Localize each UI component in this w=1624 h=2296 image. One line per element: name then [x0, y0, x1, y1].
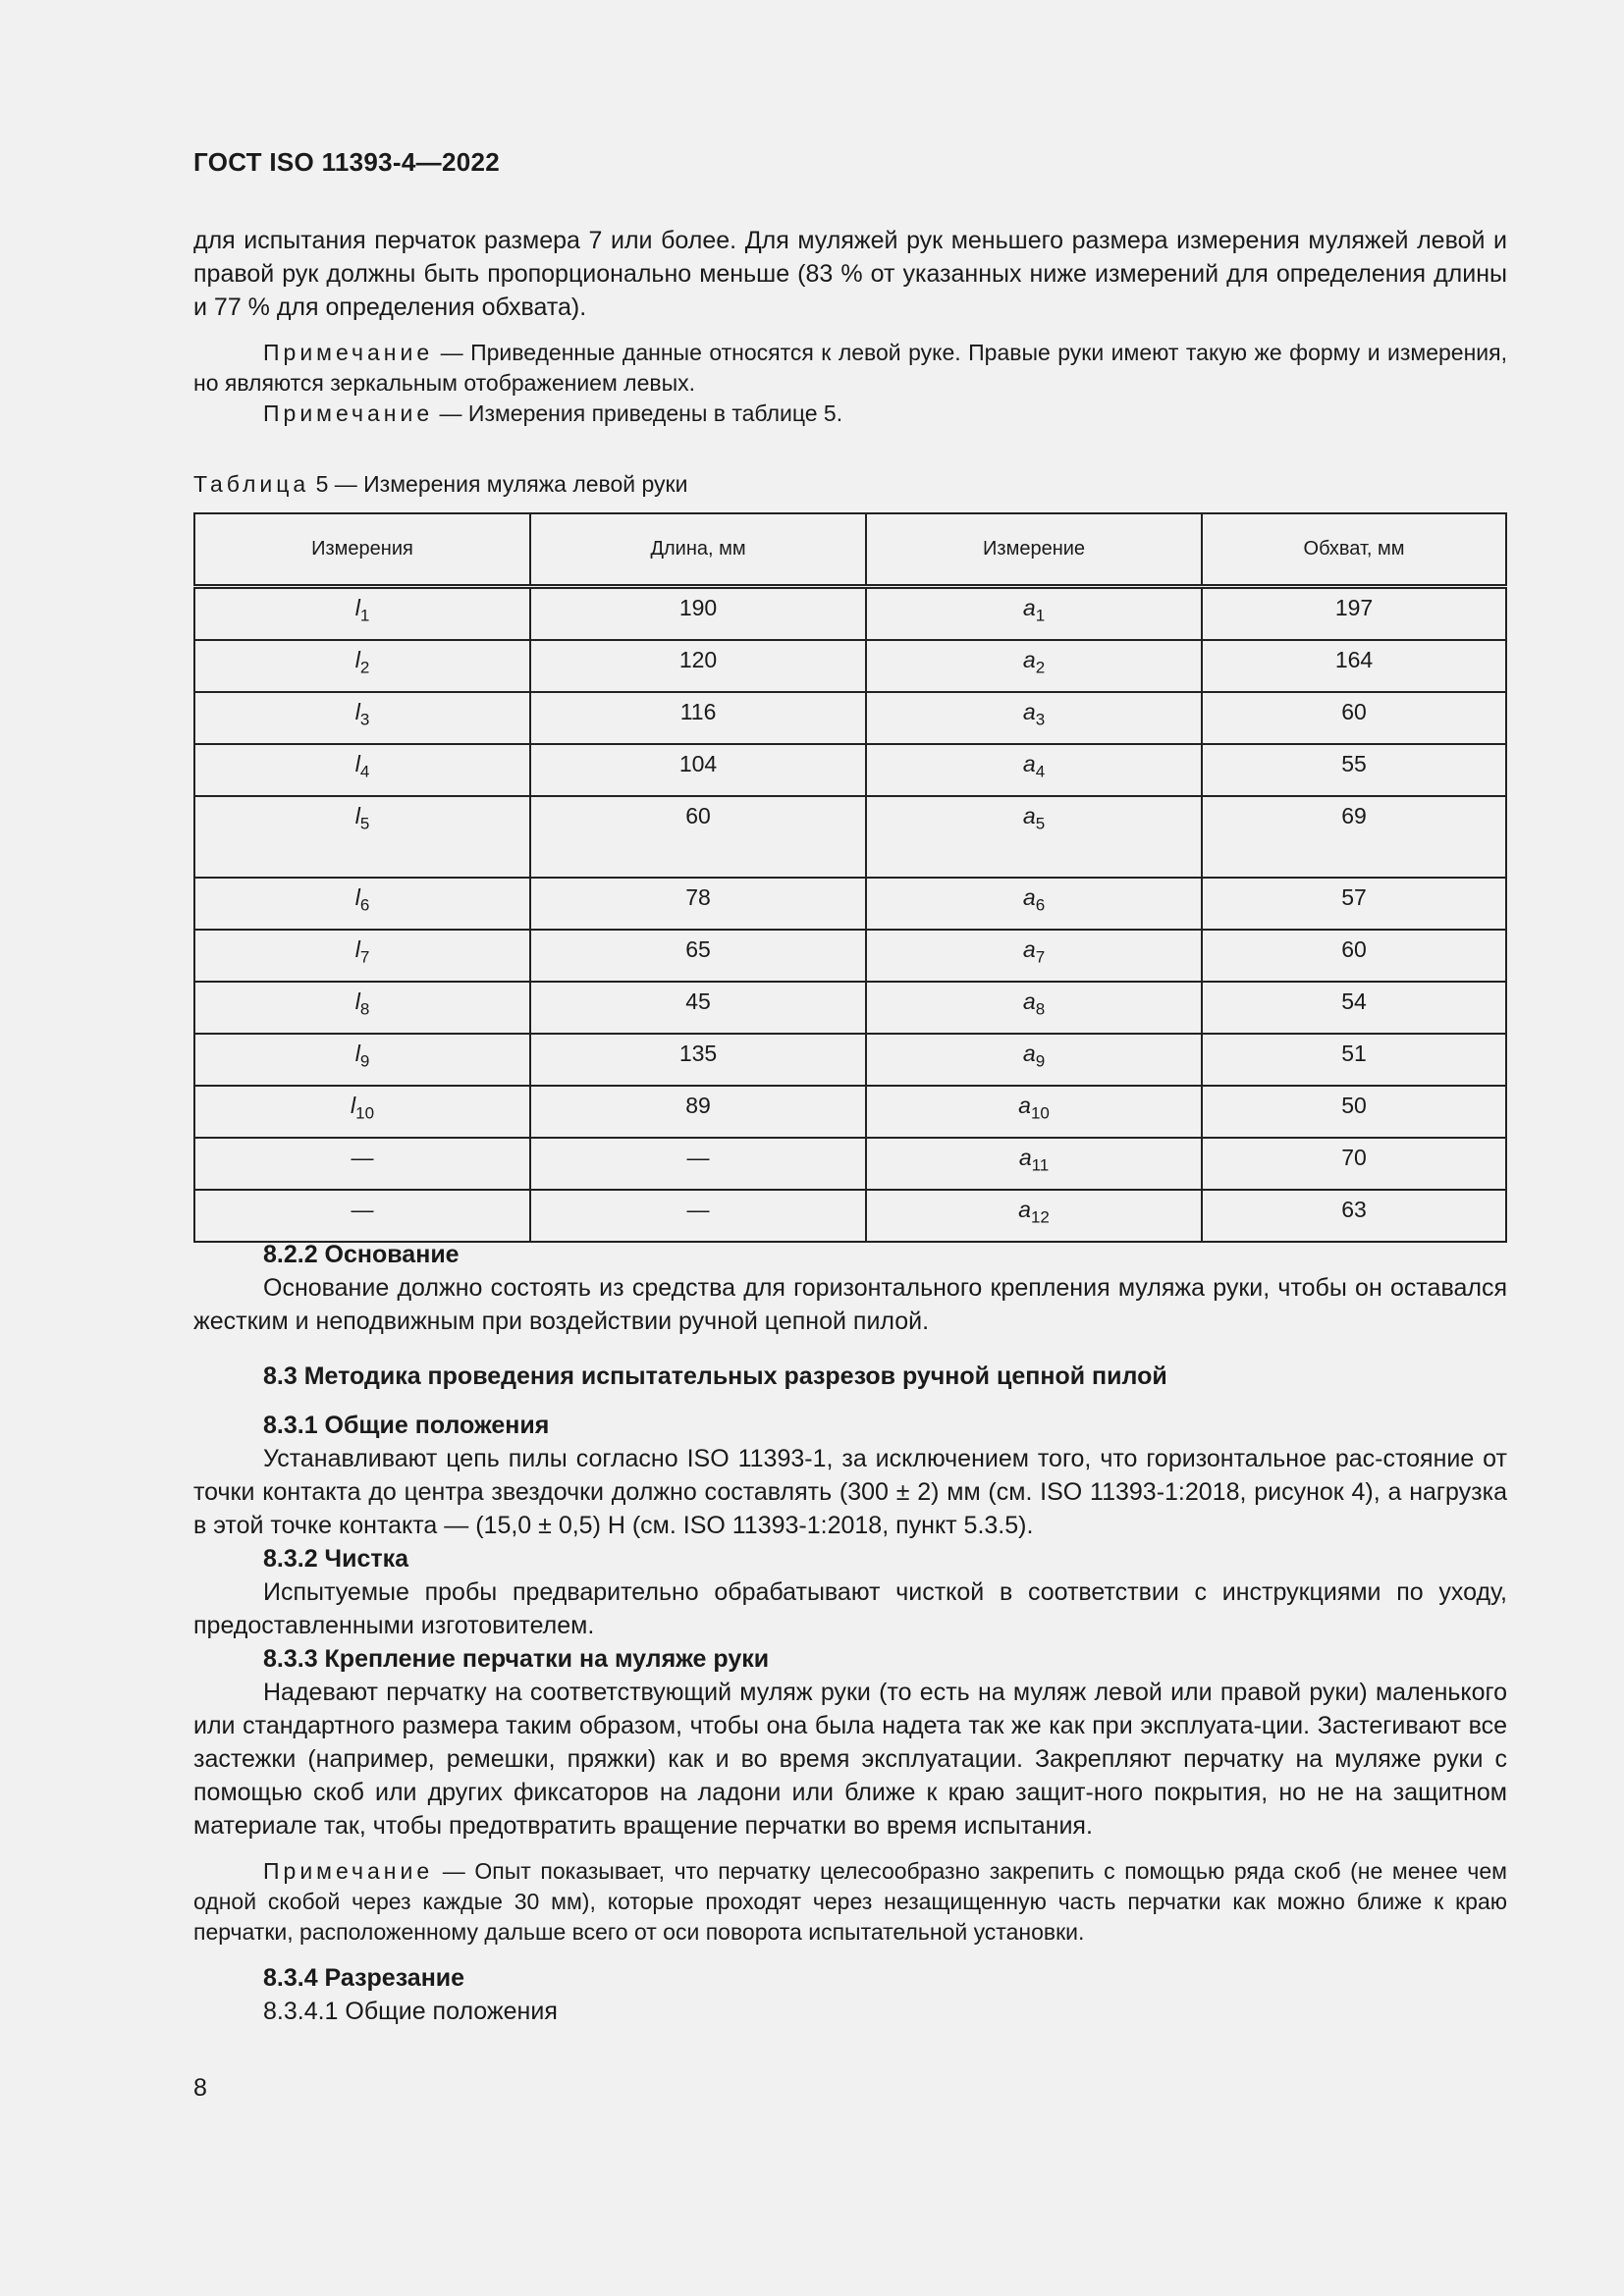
cell-length-symbol-subscript: 6 — [359, 895, 370, 915]
cell-length-value: 65 — [530, 930, 866, 982]
cell-girth-symbol-symbol: a — [1022, 936, 1036, 962]
table-row — [194, 692, 1506, 744]
heading-8-3-3: 8.3.3 Крепление перчатки на муляже руки — [263, 1645, 770, 1673]
cell-girth-symbol-subscript: 7 — [1035, 947, 1046, 967]
cell-girth-value: 55 — [1202, 744, 1506, 796]
cell-length-symbol-symbol: l — [354, 1041, 360, 1066]
table-row — [194, 930, 1506, 982]
table-caption — [193, 471, 687, 498]
table-row — [194, 744, 1506, 796]
cell-girth-symbol-symbol: a — [1022, 751, 1036, 776]
cell-length-symbol-subscript: 7 — [359, 947, 370, 967]
cell-girth-symbol — [866, 1086, 1202, 1138]
cell-length-symbol-symbol: l — [354, 803, 360, 828]
cell-girth-symbol-subscript: 12 — [1030, 1207, 1050, 1227]
cell-length-value: 104 — [530, 744, 866, 796]
cell-girth-value: 50 — [1202, 1086, 1506, 1138]
cell-length-value: 45 — [530, 982, 866, 1034]
note-2-label: Примечание — [263, 400, 434, 426]
cell-length-symbol — [194, 587, 530, 641]
note-1-text: — Приведенные данные относятся к левой руке. Правые руки имеют такую же форму и измерения, но являются зеркальным отображением левых. — [193, 340, 1507, 396]
cell-girth-symbol-symbol: a — [1022, 647, 1036, 672]
heading-8-3-1: 8.3.1 Общие положения — [263, 1412, 550, 1439]
cell-length-symbol-symbol: l — [354, 884, 360, 910]
heading-8-2-2: 8.2.2 Основание — [263, 1241, 460, 1268]
text-8-3-1: Устанавливают цепь пилы согласно ISO 11393-1, за исключением того, что горизонтальное рас-стояние от точки контакта до центра звездочки должно составлять (300 ± 2) мм (см. ISO 11393-1:2018, рисунок 4), а нагрузка в этой точке контакта — (15,0 ± 0,5) Н (см. ISO 11393-1:2018, пункт 5.3.5). — [193, 1445, 1507, 1539]
cell-length-symbol — [194, 1086, 530, 1138]
section-8-3-1 — [193, 1409, 1507, 2028]
note-2 — [193, 399, 1507, 429]
note-8-3-3 — [193, 1856, 1507, 1948]
cell-girth-symbol — [866, 930, 1202, 982]
table-header-row — [194, 513, 1506, 587]
cell-girth-value: 197 — [1202, 587, 1506, 641]
cell-girth-symbol-subscript: 9 — [1035, 1051, 1046, 1071]
note-8-3-3-label: Примечание — [263, 1858, 434, 1884]
cell-length-value: 89 — [530, 1086, 866, 1138]
heading-8-3-4: 8.3.4 Разрезание — [263, 1964, 465, 1992]
cell-girth-symbol — [866, 692, 1202, 744]
table-row — [194, 1034, 1506, 1086]
table-row — [194, 587, 1506, 641]
cell-girth-symbol-subscript: 5 — [1035, 814, 1046, 833]
table-row — [194, 796, 1506, 878]
header-measurements: Измерения — [194, 513, 530, 587]
cell-length-value: 116 — [530, 692, 866, 744]
cell-length-symbol-subscript: 3 — [359, 710, 370, 729]
cell-girth-value: 54 — [1202, 982, 1506, 1034]
cell-length-symbol-symbol: l — [354, 595, 360, 620]
cell-length-symbol — [194, 878, 530, 930]
intro-paragraph: для испытания перчаток размера 7 или более. Для муляжей рук меньшего размера измерения муляжей левой и правой рук должны быть пропорционально меньше (83 % от указанных ниже измерений для определения длины и 77 % для определения обхвата). — [193, 227, 1507, 321]
cell-girth-symbol-subscript: 4 — [1035, 762, 1046, 781]
cell-length-symbol-symbol: l — [354, 936, 360, 962]
cell-girth-symbol-subscript: 6 — [1035, 895, 1046, 915]
cell-length-value: 190 — [530, 587, 866, 641]
cell-length-symbol-subscript: 2 — [359, 658, 370, 677]
cell-girth-symbol-symbol: a — [1022, 803, 1036, 828]
cell-girth-value: 57 — [1202, 878, 1506, 930]
cell-girth-value: 69 — [1202, 796, 1506, 878]
subheading-8-3-4-1: 8.3.4.1 Общие положения — [263, 1998, 558, 2025]
cell-length-symbol-subscript: 8 — [359, 999, 370, 1019]
cell-length-value: 78 — [530, 878, 866, 930]
header-length: Длина, мм — [530, 513, 866, 587]
cell-girth-symbol — [866, 640, 1202, 692]
cell-girth-symbol — [866, 1190, 1202, 1242]
cell-girth-value: 63 — [1202, 1190, 1506, 1242]
cell-girth-symbol-symbol: a — [1018, 1197, 1031, 1222]
note-2-text: — Измерения приведены в таблице 5. — [433, 400, 843, 426]
cell-length-symbol-subscript: 4 — [359, 762, 370, 781]
cell-girth-symbol — [866, 878, 1202, 930]
cell-girth-symbol-subscript: 8 — [1035, 999, 1046, 1019]
cell-length-symbol-symbol: l — [354, 751, 360, 776]
cell-length-value: 60 — [530, 796, 866, 878]
cell-length-symbol-symbol: l — [354, 647, 360, 672]
cell-girth-value: 164 — [1202, 640, 1506, 692]
document-header: ГОСТ ISO 11393-4—2022 — [193, 147, 500, 177]
cell-length-symbol — [194, 1034, 530, 1086]
page-number: 8 — [193, 2074, 207, 2102]
note-8-3-3-text: — Опыт показывает, что перчатку целесообразно закрепить с помощью ряда скоб (не менее чем одной скобой через каждые 30 мм), которые проходят через незащищенную часть перчатки как можно ближе к краю перчатки, расположенному дальше всего от оси поворота испытательной установки. — [193, 1858, 1507, 1945]
cell-girth-value: 60 — [1202, 692, 1506, 744]
cell-girth-symbol-subscript: 3 — [1035, 710, 1046, 729]
table-caption-text: 5 — Измерения муляжа левой руки — [309, 471, 688, 497]
cell-length-symbol-symbol: l — [354, 699, 360, 724]
cell-girth-symbol — [866, 1138, 1202, 1190]
cell-girth-symbol — [866, 982, 1202, 1034]
cell-girth-symbol — [866, 796, 1202, 878]
cell-girth-symbol-subscript: 10 — [1030, 1103, 1050, 1123]
cell-length-symbol-symbol: l — [354, 988, 360, 1014]
cell-length-symbol-symbol: l — [350, 1093, 356, 1118]
table-body — [194, 587, 1506, 1243]
text-8-2-2: Основание должно состоять из средства для горизонтального крепления муляжа руки, чтобы он оставался жестким и неподвижным при воздействии ручной цепной пилой. — [193, 1274, 1507, 1335]
cell-girth-symbol-symbol: a — [1022, 699, 1036, 724]
table-row — [194, 982, 1506, 1034]
measurements-table — [193, 512, 1507, 1243]
cell-length-symbol — [194, 744, 530, 796]
heading-8-3: 8.3 Методика проведения испытательных разрезов ручной цепной пилой — [263, 1362, 1167, 1390]
cell-length-symbol: — — [194, 1190, 530, 1242]
table-row — [194, 640, 1506, 692]
cell-girth-symbol — [866, 587, 1202, 641]
section-8-2-2 — [193, 1238, 1507, 1338]
cell-girth-symbol-subscript: 1 — [1035, 606, 1046, 625]
cell-length-symbol-subscript: 9 — [359, 1051, 370, 1071]
cell-girth-symbol — [866, 1034, 1202, 1086]
intro-block — [193, 224, 1507, 429]
cell-girth-symbol-symbol: a — [1018, 1093, 1031, 1118]
cell-length-symbol-subscript: 5 — [359, 814, 370, 833]
cell-length-symbol — [194, 640, 530, 692]
cell-length-symbol — [194, 930, 530, 982]
cell-girth-symbol-symbol: a — [1022, 884, 1036, 910]
table-caption-label: Таблица — [193, 471, 310, 497]
cell-length-value: — — [530, 1190, 866, 1242]
table-row — [194, 1086, 1506, 1138]
table-row — [194, 1138, 1506, 1190]
cell-length-symbol — [194, 692, 530, 744]
cell-girth-symbol — [866, 744, 1202, 796]
cell-length-symbol — [194, 982, 530, 1034]
cell-length-symbol: — — [194, 1138, 530, 1190]
cell-length-symbol-subscript: 1 — [359, 606, 370, 625]
header-measurement: Измерение — [866, 513, 1202, 587]
cell-length-symbol-subscript: 10 — [355, 1103, 375, 1123]
cell-length-symbol — [194, 796, 530, 878]
text-8-3-2: Испытуемые пробы предварительно обрабатывают чисткой в соответствии с инструкциями по уходу, предоставленными изготовителем. — [193, 1578, 1507, 1639]
cell-length-value: 135 — [530, 1034, 866, 1086]
cell-girth-symbol-subscript: 2 — [1035, 658, 1046, 677]
cell-length-value: 120 — [530, 640, 866, 692]
text-8-3-3: Надевают перчатку на соответствующий муляж руки (то есть на муляж левой или правой руки) маленького или стандартного размера таким образом, чтобы она была надета так же как при эксплуата-ции. Застегивают все застежки (например, ремешки, пряжки) как и во время эксплуатации. Закрепляют перчатку на муляже руки с помощью скоб или других фиксаторов на ладони или ближе к краю защит-ного покрытия, но не на защитном материале так, чтобы предотвратить вращение перчатки во время испытания. — [193, 1679, 1507, 1840]
section-8-3 — [193, 1360, 1507, 1393]
cell-girth-symbol-symbol: a — [1018, 1145, 1032, 1170]
cell-girth-symbol-symbol: a — [1022, 988, 1036, 1014]
cell-girth-symbol-symbol: a — [1022, 1041, 1036, 1066]
note-1-label: Примечание — [263, 340, 434, 365]
cell-girth-value: 51 — [1202, 1034, 1506, 1086]
cell-girth-value: 60 — [1202, 930, 1506, 982]
heading-8-3-2: 8.3.2 Чистка — [263, 1545, 409, 1573]
cell-girth-value: 70 — [1202, 1138, 1506, 1190]
note-1 — [193, 338, 1507, 399]
cell-girth-symbol-symbol: a — [1022, 595, 1036, 620]
cell-length-value: — — [530, 1138, 866, 1190]
header-girth: Обхват, мм — [1202, 513, 1506, 587]
table-row — [194, 1190, 1506, 1242]
cell-girth-symbol-subscript: 11 — [1031, 1155, 1050, 1175]
table-row — [194, 878, 1506, 930]
